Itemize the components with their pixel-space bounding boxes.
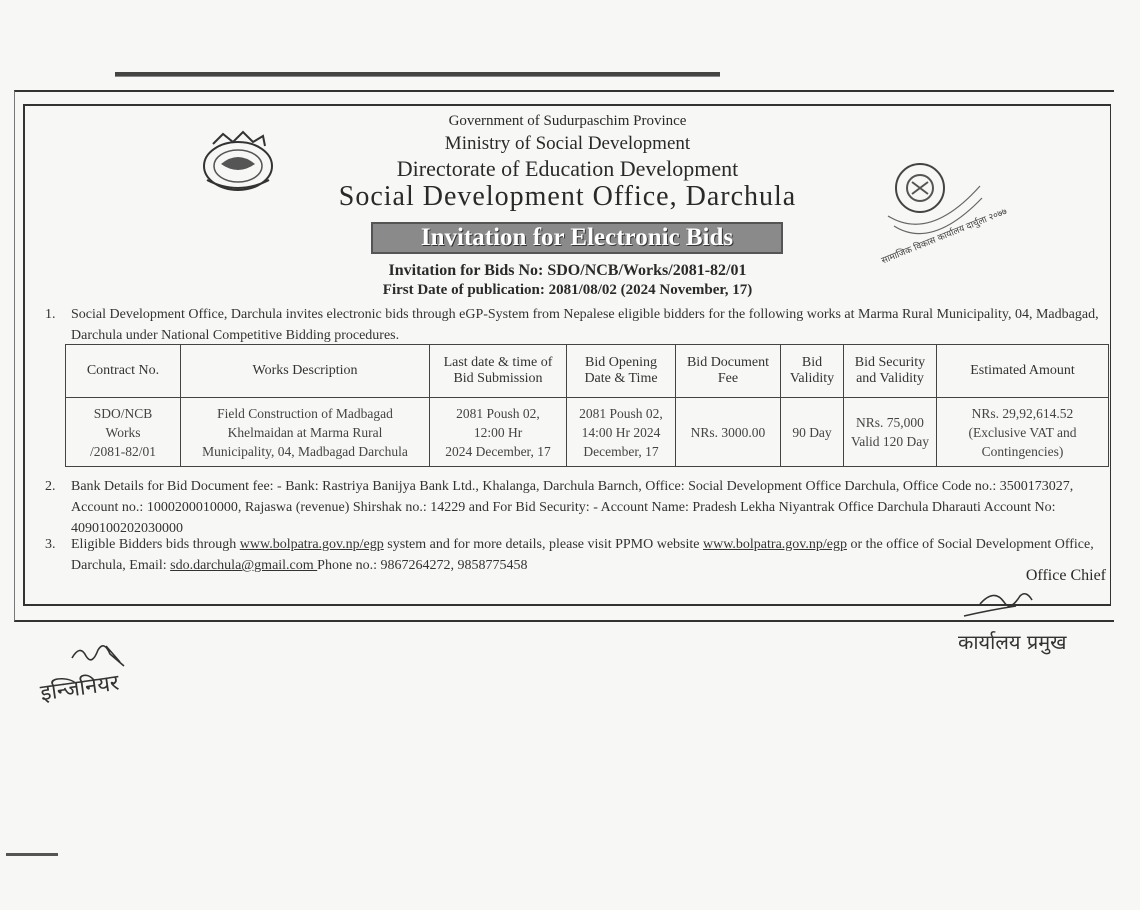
cell-bid-security: NRs. 75,000 Valid 120 Day: [844, 398, 937, 467]
paragraph-text: [71, 534, 1105, 576]
bid-notice: [14, 90, 1114, 622]
office-chief-nepali: कार्यालय प्रमुख: [958, 630, 1067, 654]
column-header: Last date & time of Bid Submission: [430, 345, 567, 398]
email-link[interactable]: sdo.darchula@gmail.com: [170, 558, 318, 573]
table-header-row: [66, 345, 1109, 398]
cell-estimated-amount: NRs. 29,92,614.52 (Exclusive VAT and Contingencies): [937, 398, 1109, 467]
bid-table: [65, 344, 1109, 467]
cell-works-description: Field Construction of Madbagad Khelmaidan at Marma Rural Municipality, 04, Madbagad Darchula: [181, 398, 430, 467]
text-segment: system and for more details, please visit PPMO website: [383, 537, 703, 552]
text-segment: or the office of Social Development Office, Darchula, Email:: [71, 537, 1094, 573]
column-header: Estimated Amount: [937, 345, 1109, 398]
office-chief-label: Office Chief: [1025, 567, 1106, 584]
column-header: Bid Security and Validity: [844, 345, 937, 398]
office-title: Social Development Office, Darchula: [338, 181, 797, 212]
column-header: Bid Validity: [781, 345, 844, 398]
engineer-signature-icon: [66, 636, 136, 672]
publication-date: First Date of publication: 2081/08/02 (2024 November, 17): [382, 282, 753, 298]
egp-link[interactable]: www.bolpatra.gov.np/egp: [239, 537, 384, 552]
paragraph-1: [45, 304, 1105, 346]
paragraph-text: Bank Details for Bid Document fee: - Bank: Rastriya Banijya Bank Ltd., Khalanga, Darchula Barnch, Office: Social Development Office Darchula, Office Code no.: 3500173027, Account no.: 1000200010000, Rajaswa (revenue) Shirshak no.: 14229 and For Bid Security: - Account Name: Pradesh Lekha Niyantrak Office Darchula Dharauti Account No: 4090100202030000: [71, 479, 1074, 536]
cell-bid-validity: 90 Day: [781, 398, 844, 467]
column-header: Works Description: [181, 345, 430, 398]
ministry-title: Ministry of Social Development: [444, 133, 691, 154]
ppmo-link[interactable]: www.bolpatra.gov.np/egp: [703, 537, 847, 552]
engineer-nepali: इन्जिनियर: [38, 670, 121, 707]
chief-signature-icon: [960, 586, 1070, 626]
text-segment: Phone no.: 9867264272, 9858775458: [317, 558, 528, 573]
paragraph-number: 2.: [45, 479, 56, 494]
paragraph-3: [45, 534, 1105, 576]
office-seal-icon: [870, 146, 1009, 267]
svg-text:सामाजिक विकास कार्यालय दार्चुल: सामाजिक विकास कार्यालय दार्चुला २०७७: [880, 206, 1009, 267]
top-rule-thin: [115, 76, 720, 77]
cell-document-fee: NRs. 3000.00: [676, 398, 781, 467]
paragraph-2: [45, 476, 1105, 539]
invitation-banner: Invitation for Electronic Bids: [371, 222, 783, 254]
paragraph-number: 1.: [45, 307, 56, 322]
table-row: [66, 398, 1109, 467]
ifb-number: Invitation for Bids No: SDO/NCB/Works/2081-82/01: [388, 262, 747, 279]
column-header: Contract No.: [66, 345, 181, 398]
margin-mark: [6, 853, 58, 856]
notice-frame: [23, 104, 1111, 606]
column-header: Bid Document Fee: [676, 345, 781, 398]
government-title: Government of Sudurpaschim Province: [448, 113, 687, 129]
cell-opening-date: 2081 Poush 02, 14:00 Hr 2024 December, 17: [567, 398, 676, 467]
cell-submission-date: 2081 Poush 02, 12:00 Hr 2024 December, 17: [430, 398, 567, 467]
directorate-title: Directorate of Education Development: [396, 156, 739, 181]
paragraph-text: Social Development Office, Darchula invites electronic bids through eGP-System from Nepalese eligible bidders for the following works at Marma Rural Municipality, 04, Madbagad, Darchula under National Competitive Bidding procedures.: [71, 307, 1099, 343]
column-header: Bid Opening Date & Time: [567, 345, 676, 398]
paragraph-number: 3.: [45, 537, 56, 552]
text-segment: Eligible Bidders bids through: [71, 537, 240, 552]
cell-contract-no: SDO/NCB Works /2081-82/01: [66, 398, 181, 467]
